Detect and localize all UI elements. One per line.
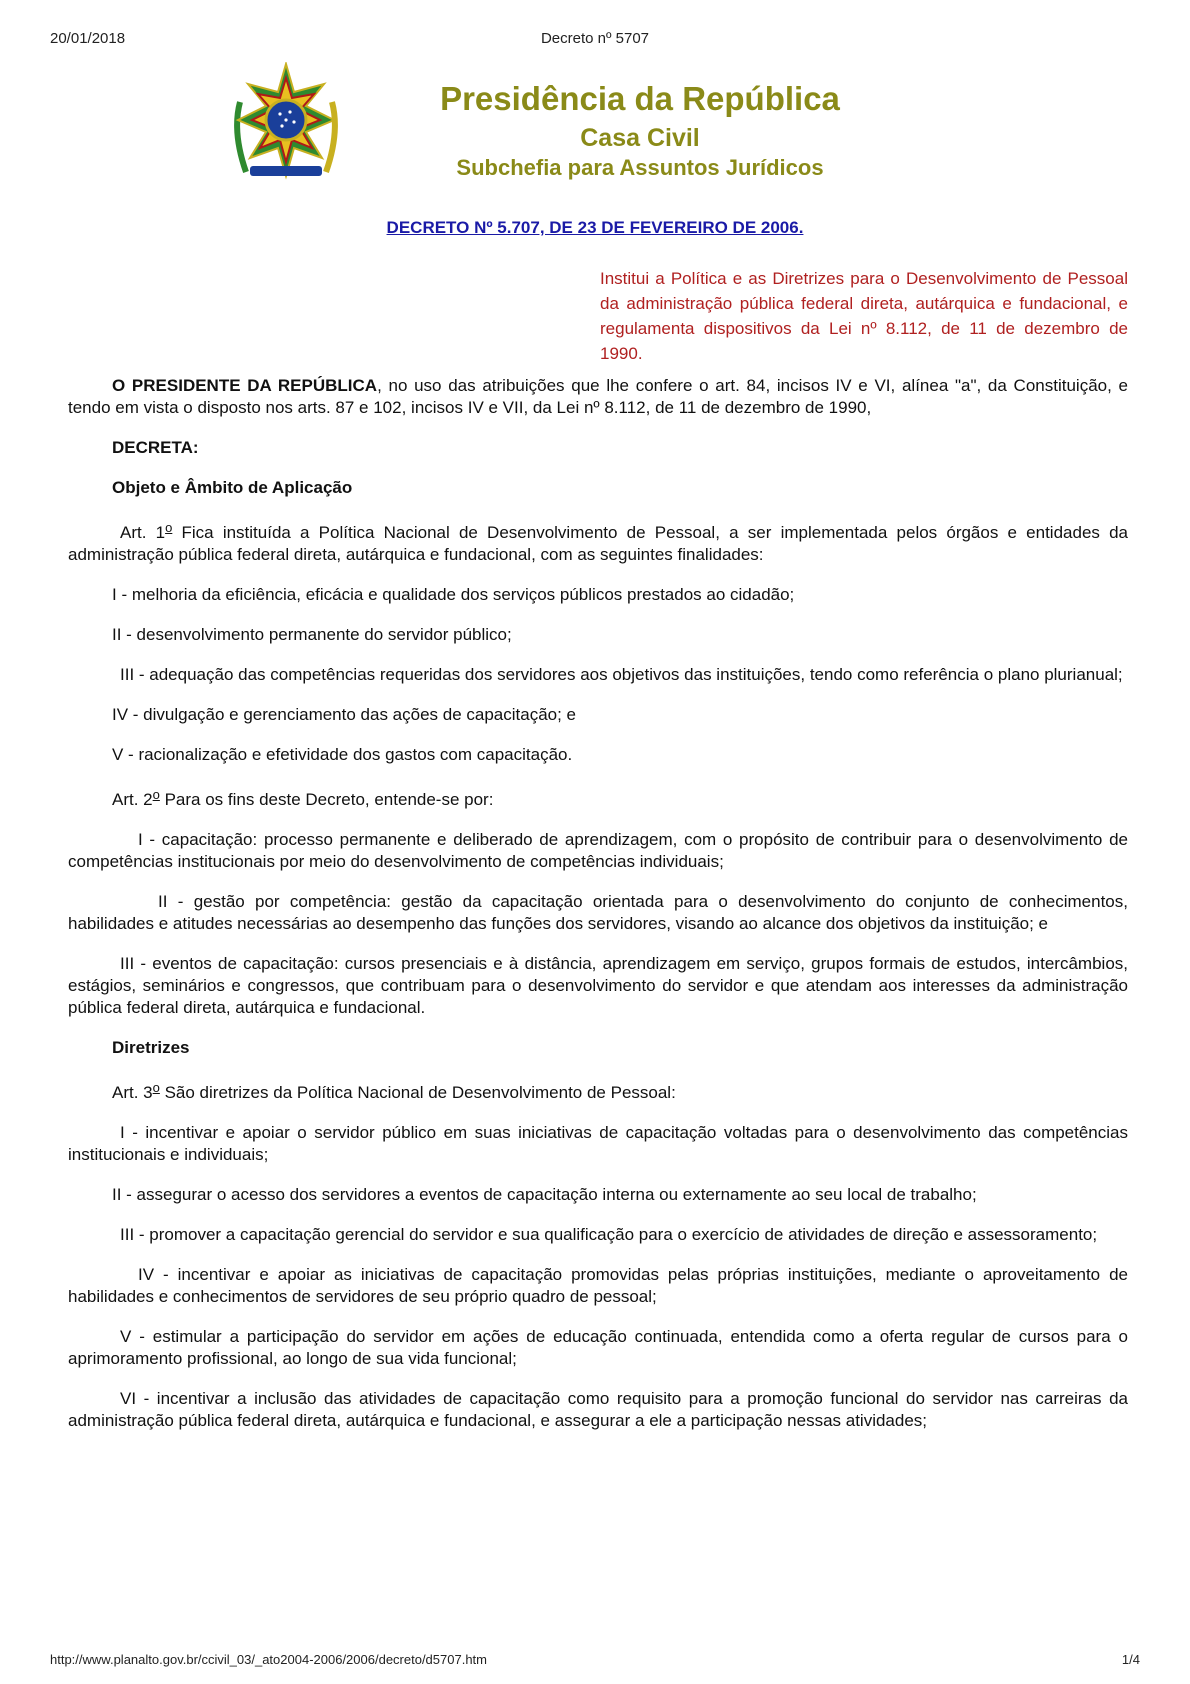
art-1-inciso-v: V - racionalização e efetividade dos gastos com capacitação. <box>112 745 573 764</box>
footer-url: http://www.planalto.gov.br/ccivil_03/_ato2004-2006/2006/decreto/d5707.htm <box>50 1652 487 1667</box>
section-diretrizes-heading: Diretrizes <box>112 1038 190 1057</box>
preamble <box>68 375 1128 419</box>
art-3-inciso-iv: IV - incentivar e apoiar as iniciativas de capacitação promovidas pelas próprias instituições, mediante o aproveitamento de habilidades e conhecimentos de servidores de seu próprio quadro de pessoal; <box>68 1265 1128 1306</box>
preamble-bold: O PRESIDENTE DA REPÚBLICA <box>112 376 378 395</box>
art-1-inciso-iii: III - adequação das competências requeridas dos servidores aos objetivos das instituições, tendo como referência o plano plurianual; <box>120 665 1123 684</box>
art-1 <box>68 517 1128 566</box>
print-document-title: Decreto nº 5707 <box>540 30 650 47</box>
decree-title-link[interactable]: DECRETO Nº 5.707, DE 23 DE FEVEREIRO DE 2006. <box>386 218 804 237</box>
art-3-ordinal: o <box>152 1080 160 1095</box>
section-objeto-heading: Objeto e Âmbito de Aplicação <box>112 478 353 497</box>
art-3-text: São diretrizes da Política Nacional de Desenvolvimento de Pessoal: <box>159 1083 676 1102</box>
art-3-inciso-iii: III - promover a capacitação gerencial do servidor e sua qualificação para o exercício de atividades de direção e assessoramento; <box>120 1225 1098 1244</box>
art-2 <box>68 784 1128 811</box>
art-3-inciso-ii: II - assegurar o acesso dos servidores a eventos de capacitação interna ou externamente ao seu local de trabalho; <box>112 1185 977 1204</box>
art-1-inciso-ii: II - desenvolvimento permanente do servidor público; <box>112 625 512 644</box>
art-3 <box>68 1077 1128 1104</box>
decree-body <box>68 375 1128 1450</box>
art-1-inciso-i: I - melhoria da eficiência, eficácia e qualidade dos serviços públicos prestados ao cidadão; <box>112 585 795 604</box>
art-2-inciso-ii: II - gestão por competência: gestão da capacitação orientada para o desenvolvimento do conjunto de conhecimentos, habilidades e atitudes necessárias ao desempenho das funções dos servidores, visando ao alcance dos objetivos da instituição; e <box>68 892 1128 933</box>
footer-page-number: 1/4 <box>1121 1652 1140 1667</box>
art-2-text: Para os fins deste Decreto, entende-se por: <box>159 790 494 809</box>
art-1-lead: Art. 1 <box>120 523 166 542</box>
org-subchefia: Subchefia para Assuntos Jurídicos <box>456 155 824 180</box>
org-casa-civil: Casa Civil <box>580 124 700 152</box>
art-1-text: Fica instituída a Política Nacional de Desenvolvimento de Pessoal, a ser implementada pelos órgãos e entidades da administração pública federal direta, autárquica e fundacional, com as seguintes finalidades: <box>68 523 1128 564</box>
brazil-coat-of-arms-icon <box>228 62 344 184</box>
art-1-ordinal: o <box>165 520 173 535</box>
art-3-inciso-i: I - incentivar e apoiar o servidor público em suas iniciativas de capacitação voltadas para o desenvolvimento das competências institucionais e individuais; <box>68 1123 1128 1164</box>
decree-ementa: Institui a Política e as Diretrizes para o Desenvolvimento de Pessoal da administração pública federal direta, autárquica e fundacional, e regulamenta dispositivos da Lei nº 8.112, de 11 de dezembro de 1990. <box>600 269 1128 363</box>
art-1-inciso-iv: IV - divulgação e gerenciamento das ações de capacitação; e <box>112 705 577 724</box>
art-3-inciso-v: V - estimular a participação do servidor em ações de educação continuada, entendida como a oferta regular de cursos para o aprimoramento profissional, ao longo de sua vida funcional; <box>68 1327 1128 1368</box>
preamble-text: , no uso das atribuições que lhe confere o art. 84, incisos IV e VI, alínea "a", da Constituição, e tendo em vista o disposto nos arts. 87 e 102, incisos IV e VII, da Lei nº 8.112, de 11 de dezembro de 1990, <box>68 376 1128 417</box>
print-date: 20/01/2018 <box>50 30 126 47</box>
decreta-heading: DECRETA: <box>112 438 199 457</box>
art-2-inciso-iii: III - eventos de capacitação: cursos presenciais e à distância, aprendizagem em serviço, grupos formais de estudos, intercâmbios, estágios, seminários e congressos, que contribuam para o desenvolvimento do servidor e que atendam aos interesses da administração pública federal direta, autárquica e fundacional. <box>68 954 1128 1017</box>
art-2-ordinal: o <box>152 787 160 802</box>
art-2-inciso-i: I - capacitação: processo permanente e deliberado de aprendizagem, com o propósito de contribuir para o desenvolvimento de competências institucionais por meio do desenvolvimento de competências individuais; <box>68 830 1128 871</box>
art-3-lead: Art. 3 <box>112 1083 153 1102</box>
org-presidencia: Presidência da República <box>440 80 840 117</box>
art-2-lead: Art. 2 <box>112 790 153 809</box>
art-3-inciso-vi: VI - incentivar a inclusão das atividades de capacitação como requisito para a promoção funcional do servidor nas carreiras da administração pública federal direta, autárquica e fundacional, e assegurar a ele a participação nessas atividades; <box>68 1389 1128 1430</box>
